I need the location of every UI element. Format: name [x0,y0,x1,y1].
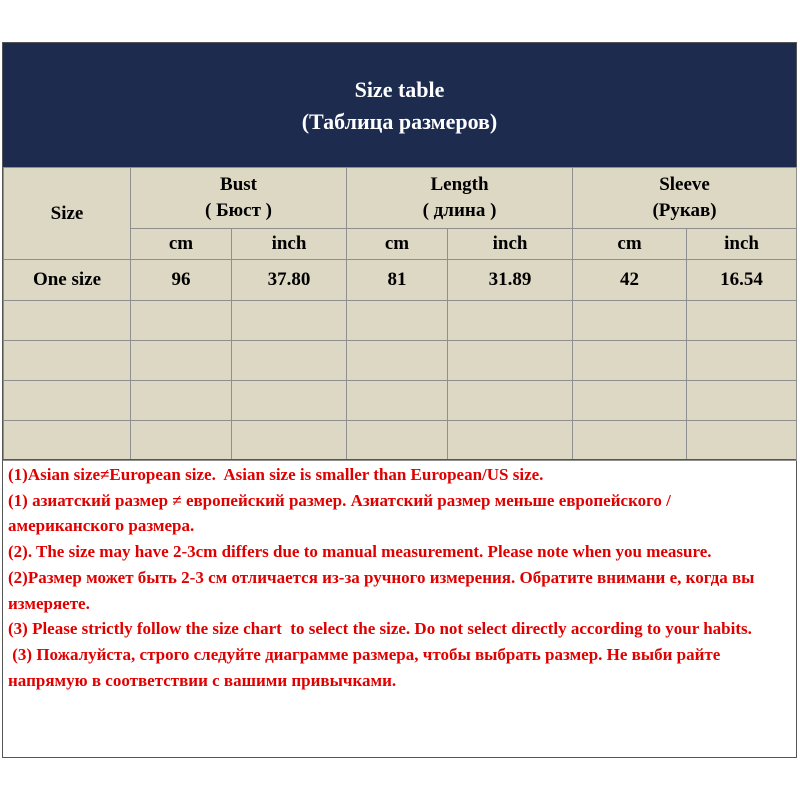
length-inch-cell: 31.89 [448,260,573,301]
empty-cell [573,421,687,461]
size-header: Size [4,168,131,260]
note-2-ru: (2)Размер может быть 2-3 см отличается из-за ручного измерения. Обратите внимани е, когда вы измеряете. [8,567,759,613]
empty-cell [232,301,347,341]
empty-cell [131,301,232,341]
empty-cell [687,301,797,341]
empty-cell [4,421,131,461]
header-row [4,168,797,229]
notes-block [3,459,796,693]
title-banner [3,43,796,167]
empty-cell [131,381,232,421]
empty-cell [448,301,573,341]
page-subtitle: (Таблица размеров) [301,109,498,134]
unit-cell: inch [687,229,797,260]
empty-cell [448,421,573,461]
note-1-ru: (1) азиатский размер ≠ европейский размер. Азиатский размер меньше европейского / американского размера. [8,490,676,536]
empty-cell [347,301,448,341]
empty-cell [687,341,797,381]
empty-cell [4,381,131,421]
bust-inch-cell: 37.80 [232,260,347,301]
length-label-ru: ( длина ) [422,200,497,221]
size-table [3,167,797,461]
empty-cell [232,341,347,381]
empty-cell [448,381,573,421]
sleeve-label-ru: (Рукав) [652,200,717,221]
empty-cell [347,381,448,421]
empty-cell [347,341,448,381]
sleeve-inch-cell: 16.54 [687,260,797,301]
empty-cell [448,341,573,381]
sleeve-header [573,168,797,229]
length-header [347,168,573,229]
length-label: Length [430,174,489,195]
page-title: Size table [354,77,445,102]
empty-cell [573,301,687,341]
empty-row [4,341,797,381]
note-3-ru: (3) Пожалуйста, строго следуйте диаграмме размера, чтобы выбрать размер. Не выби райте напрямую в соответствии с вашими привычками. [8,644,725,690]
note-2-en: (2). The size may have 2-3cm differs due to manual measurement. Please note when you measure. [8,542,712,562]
note-3-en: (3) Please strictly follow the size chart to select the size. Do not select directly according to your habits. [8,619,752,639]
empty-cell [4,301,131,341]
empty-row [4,301,797,341]
empty-cell [347,421,448,461]
sleeve-cm-cell: 42 [573,260,687,301]
size-sheet [2,42,797,758]
unit-cell: cm [347,229,448,260]
note-1-en: (1)Asian size≠European size. Asian size is smaller than European/US size. [8,465,544,484]
unit-cell: cm [573,229,687,260]
empty-row [4,381,797,421]
empty-row [4,421,797,461]
length-cm-cell: 81 [347,260,448,301]
unit-cell: cm [131,229,232,260]
empty-cell [573,381,687,421]
bust-label: Bust [220,174,257,195]
bust-label-ru: ( Бюст ) [205,200,273,221]
empty-cell [687,421,797,461]
unit-cell: inch [448,229,573,260]
bust-cm-cell: 96 [131,260,232,301]
empty-cell [232,421,347,461]
empty-cell [131,341,232,381]
sleeve-label: Sleeve [659,174,710,195]
table-row [4,260,797,301]
empty-cell [687,381,797,421]
bust-header [131,168,347,229]
empty-cell [573,341,687,381]
empty-cell [131,421,232,461]
empty-cell [232,381,347,421]
size-cell: One size [4,260,131,301]
unit-cell: inch [232,229,347,260]
empty-cell [4,341,131,381]
